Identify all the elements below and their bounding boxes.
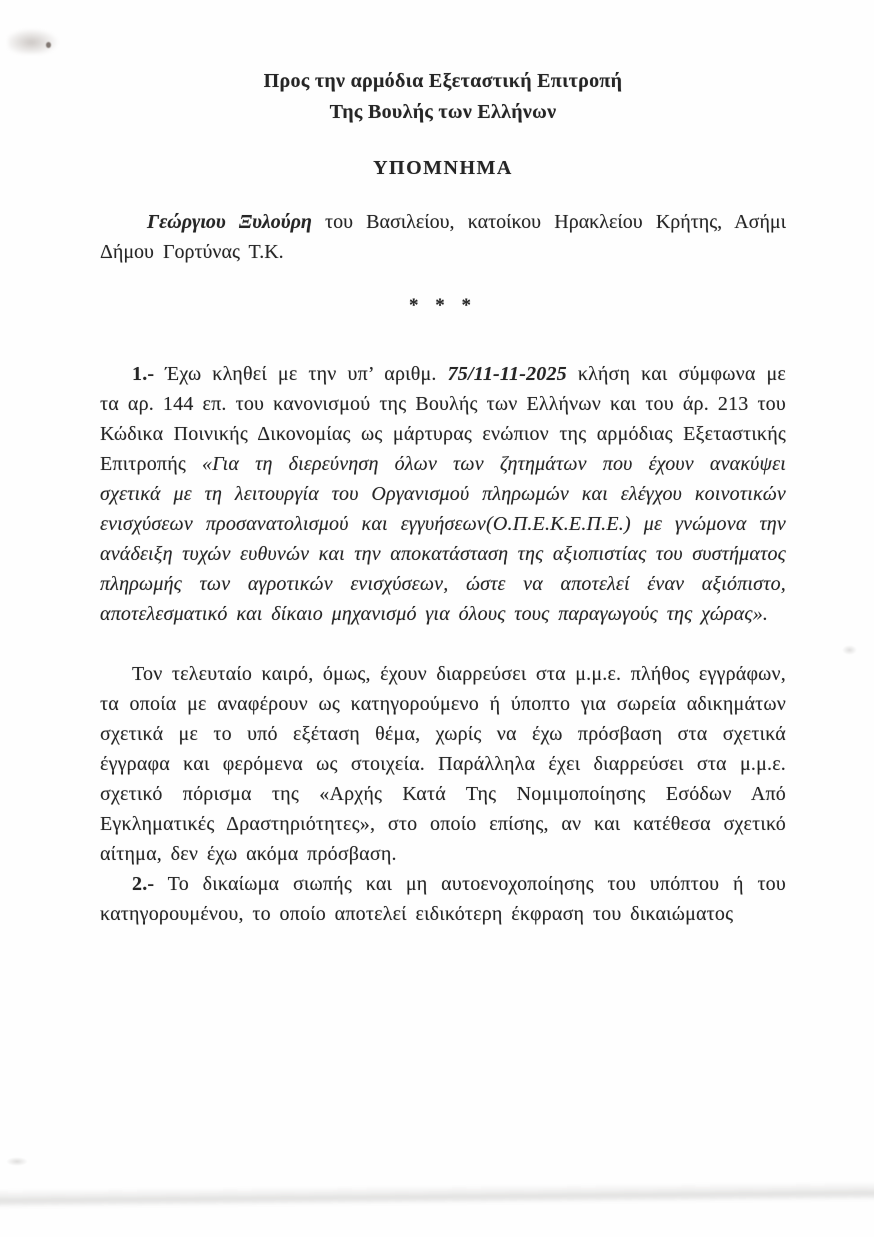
author-details: του Βασιλείου, κατοίκου Ηρακλείου Κρήτης, Ασήμι Δήμου Γορτύνας Τ.Κ. xyxy=(100,211,787,263)
para1-lead-text: Έχω κληθεί με την υπ’ αριθμ. xyxy=(154,363,448,385)
document-title: ΥΠΟΜΝΗΜΑ xyxy=(373,157,513,179)
para1-body-text: κλήση και σύμφωνα με τα αρ. 144 επ. του κανονισμού της Βουλής των Ελλήνων και του άρ. 213 του Κώδικα Ποινικής Δικονομίας ως μάρτυρας ενώπιον της αρμόδιας Εξεταστικής Επιτροπής xyxy=(100,363,786,475)
recipient-line-1: Προς την αρμόδια Εξεταστική Επιτροπή xyxy=(263,70,623,92)
paragraph-1 xyxy=(100,359,786,629)
paragraph-2 xyxy=(100,659,786,869)
recipient-line-2: Της Βουλής των Ελλήνων xyxy=(329,101,557,123)
scan-shadow-bottom xyxy=(0,1182,874,1208)
author-paragraph xyxy=(100,207,786,267)
scan-smudge-dot xyxy=(46,42,51,48)
para1-number: 1.- xyxy=(132,363,155,385)
scan-smudge-top-left xyxy=(8,28,60,54)
para3-number: 2.- xyxy=(132,873,155,895)
scan-speck-right xyxy=(842,645,857,655)
summons-reference: 75/11-11-2025 xyxy=(447,363,567,385)
paragraph-3 xyxy=(100,869,786,929)
para3-text: Το δικαίωμα σιωπής και μη αυτοενοχοποίησης του υπόπτου ή του κατηγορουμένου, το οποίο αποτελεί ειδικότερη έκφραση του δικαιώματος xyxy=(100,873,786,925)
recipient-block xyxy=(100,66,786,128)
scan-speck-bottom-left xyxy=(6,1157,28,1166)
author-name: Γεώργιου Ξυλούρη xyxy=(147,211,312,233)
committee-mandate-quote: «Για τη διερεύνηση όλων των ζητημάτων που έχουν ανακύψει σχετικά με τη λειτουργία του Οργανισμού πληρωμών και ελέγχου κοινοτικών ενισχύσεων προσανατολισμού και εγγυήσεων(Ο.Π.Ε.Κ.Ε.Π.Ε.) με γνώμονα την ανάδειξη τυχών ευθυνών και την αποκατάσταση της αξιοπιστίας του συστήματος πληρωμής των αγροτικών ενισχύσεων, ώστε να αποτελεί έναν αξιόπιστο, αποτελεσματικό και δίκαιο μηχανισμό για όλους τους παραγωγούς της χώρας». xyxy=(100,453,786,625)
paragraph-2-text: Τον τελευταίο καιρό, όμως, έχουν διαρρεύσει στα μ.μ.ε. πλήθος εγγράφων, τα οποία με αναφέρουν ως κατηγορούμενο ή ύποπτο για σωρεία αδικημάτων σχετικά με το υπό εξέταση θέμα, χωρίς να έχω πρόσβαση στα σχετικά έγγραφα και φερόμενα ως στοιχεία. Παράλληλα έχει διαρρεύσει στα μ.μ.ε. σχετικό πόρισμα της «Αρχής Κατά Της Νομιμοποίησης Εσόδων Από Εγκληματικές Δραστηριότητες», στο οποίο επίσης, αν και κατέθεσα σχετικό αίτημα, δεν έχω ακόμα πρόσβαση. xyxy=(100,663,786,865)
section-separator: * * * xyxy=(409,295,477,316)
